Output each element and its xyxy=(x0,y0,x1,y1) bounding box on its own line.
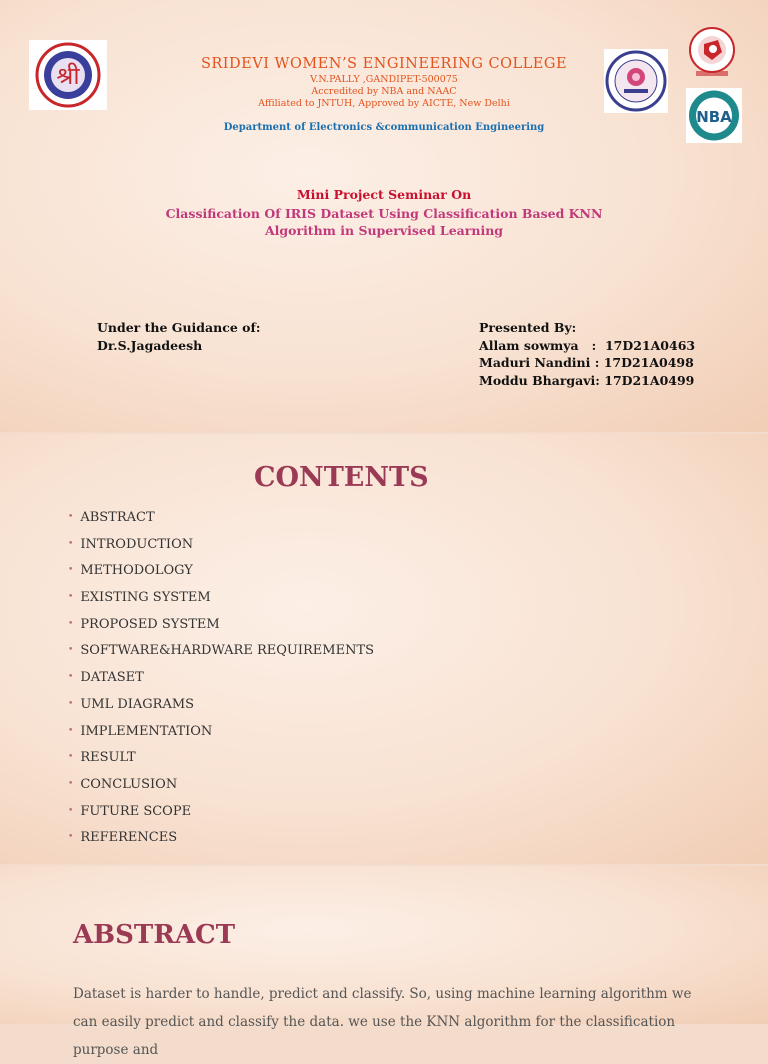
naac-logo xyxy=(686,26,738,78)
contents-slide xyxy=(0,434,768,864)
presenter-3: Moddu Bhargavi: 17D21A0499 xyxy=(479,372,695,388)
list-item: • IMPLEMENTATION xyxy=(68,723,213,739)
jntuh-logo xyxy=(604,49,668,113)
list-item: • SOFTWARE&HARDWARE REQUIREMENTS xyxy=(68,643,375,659)
accreditation-text: Accredited by NBA and NAAC xyxy=(311,86,457,97)
presenter-1: Allam sowmya : 17D21A0463 xyxy=(479,337,696,353)
logo-glyph: श्री xyxy=(56,62,80,90)
nba-logo xyxy=(686,88,742,143)
department-name: Department of Electronics &communication Engineering xyxy=(223,122,545,133)
topic-line-2: Algorithm in Supervised Learning xyxy=(264,223,504,238)
contents-title: CONTENTS xyxy=(254,462,429,493)
list-item: • REFERENCES xyxy=(68,830,178,846)
list-item: • DATASET xyxy=(68,670,144,686)
guidance-block xyxy=(97,319,260,354)
presenter-2: Maduri Nandini : 17D21A0498 xyxy=(479,355,694,370)
project-topic xyxy=(0,205,768,239)
list-item: • ABSTRACT xyxy=(68,510,155,525)
presenters-block xyxy=(479,319,695,389)
list-item: • CONCLUSION xyxy=(68,776,178,792)
list-item: • RESULT xyxy=(68,750,136,766)
list-item: • INTRODUCTION xyxy=(68,536,194,552)
contents-list xyxy=(68,507,374,854)
title-slide xyxy=(0,0,768,432)
nba-text: NBA xyxy=(696,108,732,126)
college-name: SRIDEVI WOMEN’S ENGINEERING COLLEGE xyxy=(200,56,568,72)
list-item: • PROPOSED SYSTEM xyxy=(68,616,220,632)
abstract-text: Dataset is harder to handle, predict and classify. So, using machine learning algorithm we can easily predict and classify the data. we use the KNN algorithm for the classification purpose and xyxy=(73,986,692,1058)
guide-name: Dr.S.Jagadeesh xyxy=(97,337,203,353)
list-item: • FUTURE SCOPE xyxy=(68,803,192,819)
guidance-label: Under the Guidance of: xyxy=(97,320,261,335)
list-item: • EXISTING SYSTEM xyxy=(68,590,211,606)
topic-line-1: Classification Of IRIS Dataset Using Classification Based KNN xyxy=(165,206,603,221)
abstract-slide xyxy=(0,866,768,1058)
seminar-heading: Mini Project Seminar On xyxy=(296,187,472,202)
abstract-title: ABSTRACT xyxy=(73,920,236,950)
presented-label: Presented By: xyxy=(479,320,577,335)
list-item: • METHODOLOGY xyxy=(68,563,193,579)
list-item: • UML DIAGRAMS xyxy=(68,696,195,712)
affiliation-text: Affiliated to JNTUH, Approved by AICTE, New Delhi xyxy=(258,98,510,109)
college-address: V.N.PALLY ,GANDIPET-500075 xyxy=(310,74,458,85)
